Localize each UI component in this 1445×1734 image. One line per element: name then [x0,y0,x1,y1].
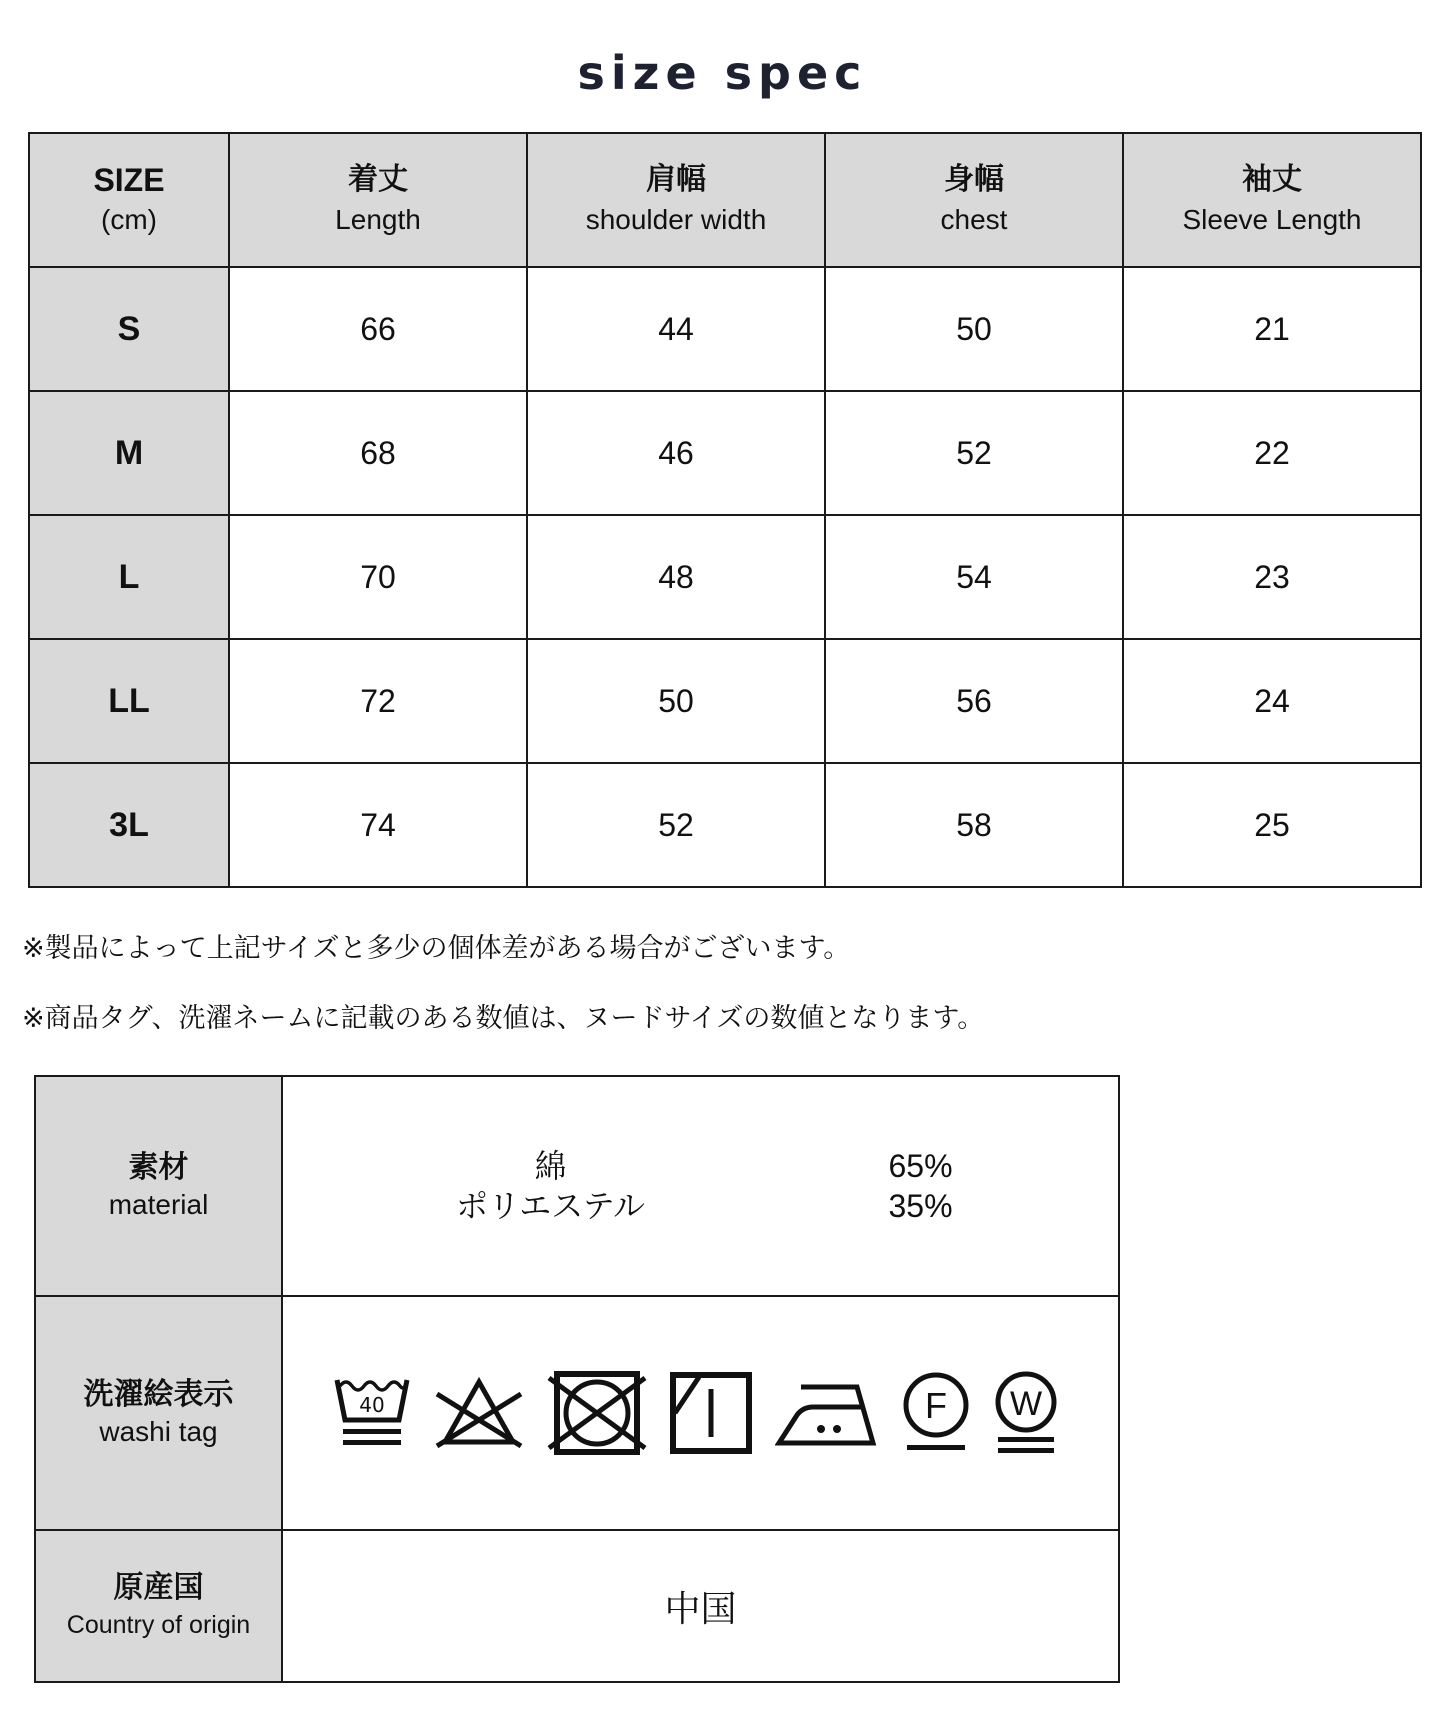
cell-sleeve-length: 21 [1123,267,1421,391]
cell-shoulder-width: 48 [527,515,825,639]
washi-tag-row [35,1296,1119,1530]
size-label: M [29,391,229,515]
material-label-en: material [108,1189,209,1220]
line-dry-shade-icon [669,1371,753,1455]
washi-tag-label [35,1296,282,1530]
cell-length: 72 [229,639,527,763]
header-jp: 着丈 [348,162,408,197]
header-jp: 身幅 [944,162,1004,197]
cell-chest: 54 [825,515,1123,639]
note-size-variance: ※製品によって上記サイズと多少の個体差がある場合がございます。 [22,933,851,964]
cell-sleeve-length: 24 [1123,639,1421,763]
no-tumble-dry-icon [547,1370,647,1456]
table-row [29,515,1421,639]
header-jp: 肩幅 [646,162,706,197]
header-en: Sleeve Length [1182,204,1362,235]
cell-shoulder-width: 44 [527,267,825,391]
size-table [28,132,1422,888]
table-row [29,763,1421,887]
svg-text:40: 40 [358,1393,385,1417]
cell-shoulder-width: 46 [527,391,825,515]
material-row [35,1076,1119,1296]
material-value [282,1076,1119,1296]
dry-clean-f-gentle-icon [901,1371,971,1455]
header-size [29,133,229,267]
wet-clean-w-very-gentle-icon [993,1370,1059,1456]
washi-tag-label-en: washi tag [99,1416,218,1447]
header-jp: 袖丈 [1242,162,1302,197]
washi-tag-icons [282,1296,1119,1530]
header-length [229,133,527,267]
cell-chest: 52 [825,391,1123,515]
cell-sleeve-length: 23 [1123,515,1421,639]
header-shoulder-width [527,133,825,267]
no-bleach-icon [433,1374,525,1452]
cell-length: 74 [229,763,527,887]
material-percent: 35% [888,1188,953,1224]
header-size-label: SIZE [93,162,165,198]
size-table-header [29,133,1421,267]
header-chest [825,133,1123,267]
size-label: LL [29,639,229,763]
header-en: chest [940,204,1008,235]
cell-shoulder-width: 52 [527,763,825,887]
cell-chest: 58 [825,763,1123,887]
material-name: 綿 [534,1147,567,1185]
origin-value: 中国 [282,1530,1119,1682]
wash-40-very-gentle-icon [333,1374,411,1452]
material-percent: 65% [888,1148,953,1184]
iron-medium-icon [775,1373,879,1453]
table-row [29,267,1421,391]
table-row [29,639,1421,763]
origin-label [35,1530,282,1682]
cell-shoulder-width: 50 [527,639,825,763]
cell-length: 70 [229,515,527,639]
cell-length: 68 [229,391,527,515]
size-label: 3L [29,763,229,887]
material-label-jp: 素材 [128,1150,189,1185]
cell-chest: 50 [825,267,1123,391]
header-en: shoulder width [585,204,767,235]
size-label: L [29,515,229,639]
header-sleeve-length [1123,133,1421,267]
note-nude-size: ※商品タグ、洗濯ネームに記載のある数値は、ヌードサイズの数値となります。 [22,1003,985,1034]
material-name: ポリエステル [455,1187,646,1225]
header-size-unit: (cm) [101,204,157,235]
cell-sleeve-length: 25 [1123,763,1421,887]
origin-label-en: Country of origin [66,1611,251,1639]
origin-row [35,1530,1119,1682]
page-title: size spec [577,46,868,100]
cell-chest: 56 [825,639,1123,763]
info-table [34,1075,1120,1683]
cell-length: 66 [229,267,527,391]
svg-text:W: W [1009,1385,1042,1423]
table-row [29,391,1421,515]
size-label: S [29,267,229,391]
origin-label-jp: 原産国 [113,1570,204,1605]
header-en: Length [335,204,421,235]
washi-tag-label-jp: 洗濯絵表示 [83,1377,234,1412]
svg-text:F: F [924,1385,947,1426]
cell-sleeve-length: 22 [1123,391,1421,515]
